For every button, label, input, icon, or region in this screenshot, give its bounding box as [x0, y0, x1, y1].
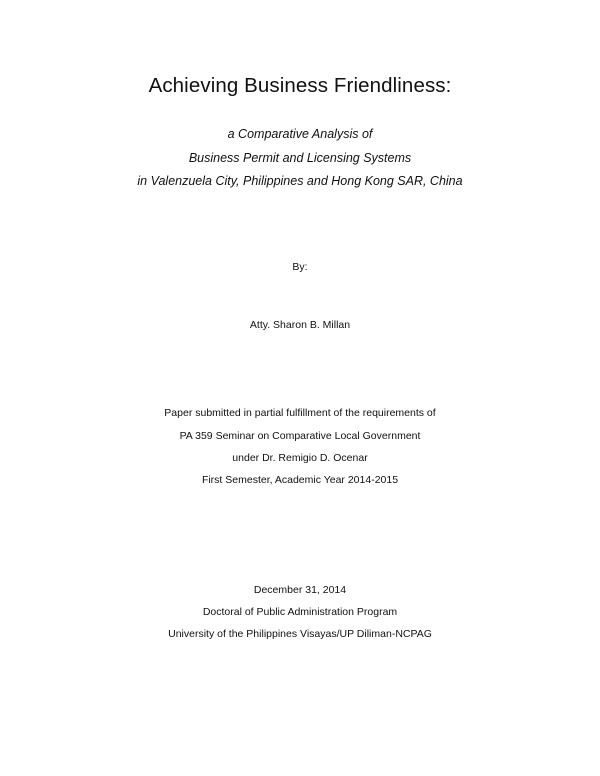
author-name: Atty. Sharon B. Millan: [249, 319, 351, 331]
submission-date: December 31, 2014: [253, 584, 347, 596]
subtitle-line-2: Business Permit and Licensing Systems: [188, 151, 412, 165]
submission-line-3: under Dr. Remigio D. Ocenar: [232, 452, 368, 464]
paper-title: Achieving Business Friendliness:: [148, 74, 452, 97]
submission-line-1: Paper submitted in partial fulfillment of the requirements of: [164, 407, 436, 419]
by-label: By:: [292, 261, 308, 273]
program-name: Doctoral of Public Administration Program: [202, 606, 398, 618]
subtitle-line-1: a Comparative Analysis of: [227, 127, 373, 141]
university-name: University of the Philippines Visayas/UP Diliman-NCPAG: [168, 628, 432, 640]
submission-line-2: PA 359 Seminar on Comparative Local Government: [179, 430, 421, 442]
submission-line-4: First Semester, Academic Year 2014-2015: [201, 474, 399, 486]
subtitle-line-3: in Valenzuela City, Philippines and Hong Kong SAR, China: [137, 174, 463, 188]
